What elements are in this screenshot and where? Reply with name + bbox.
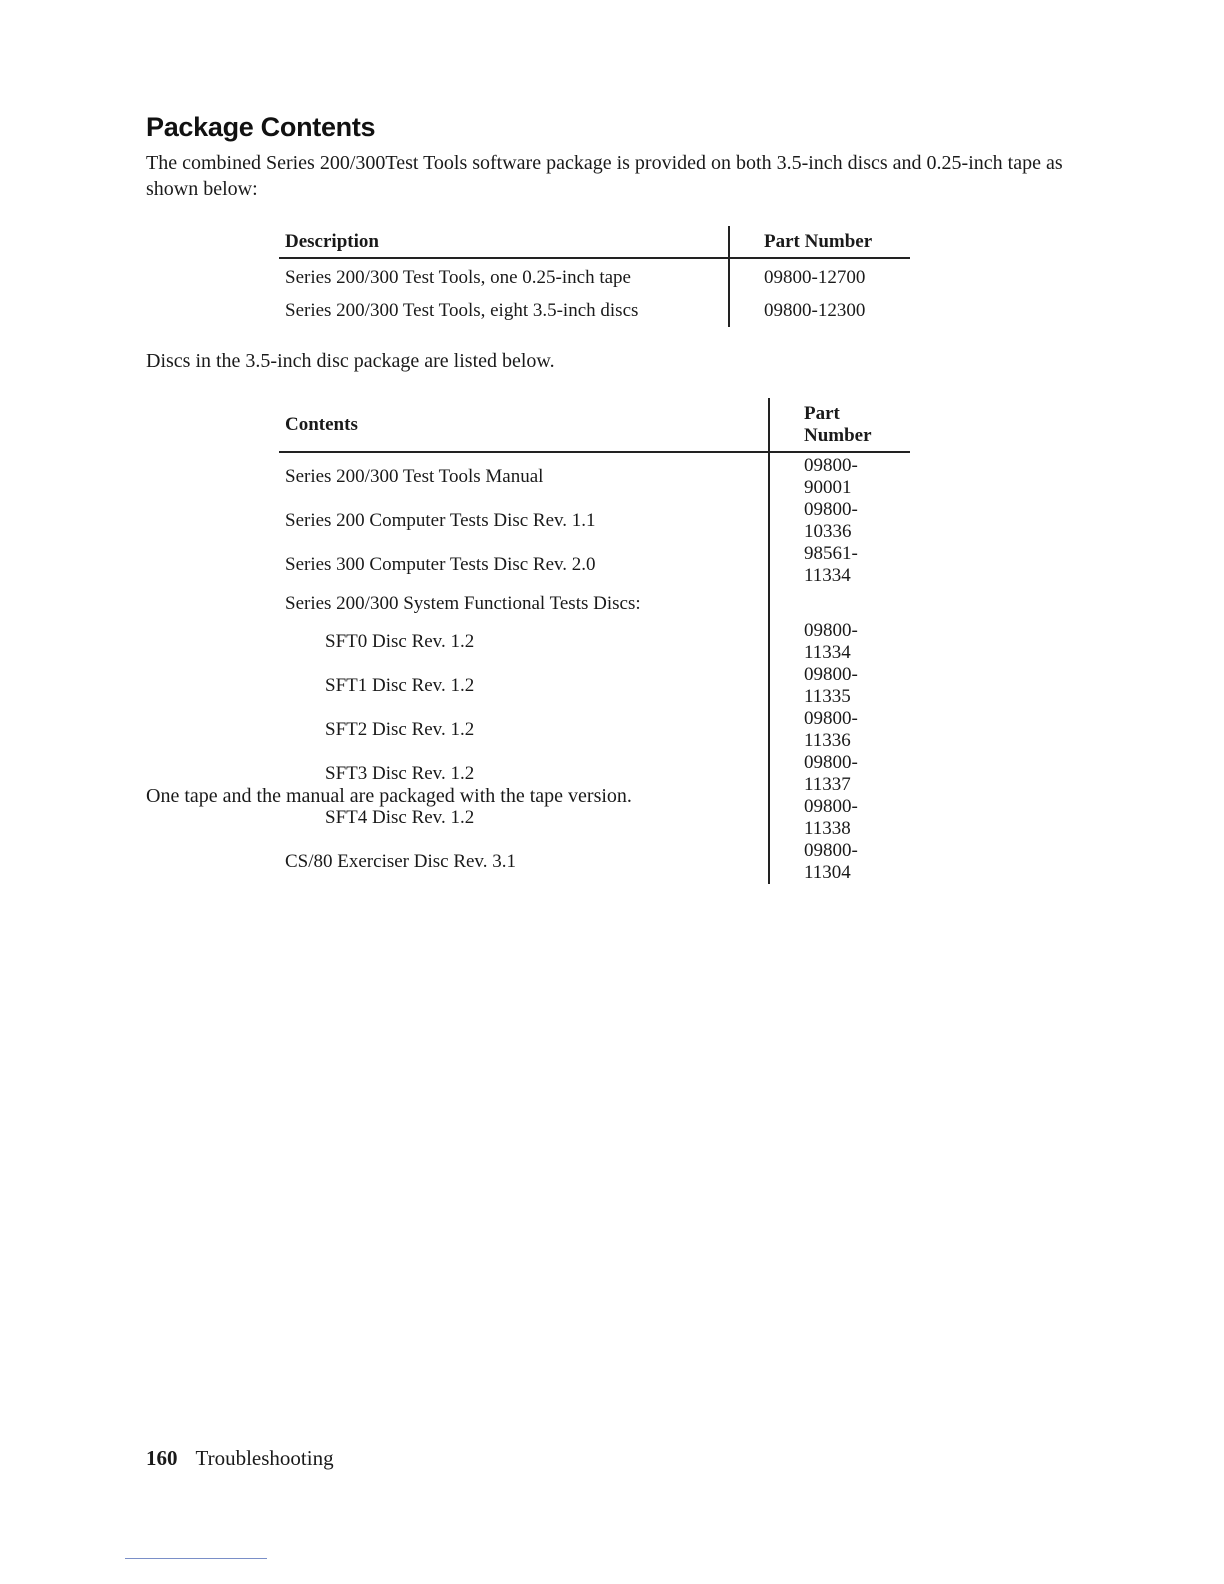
table-row: [279, 452, 910, 499]
table-row: [279, 499, 910, 543]
description-cell: Series 200/300 Test Tools, eight 3.5-inch discs: [279, 294, 729, 327]
intro-paragraph: The combined Series 200/300Test Tools software package is provided on both 3.5-inch discs and 0.25-inch tape as shown below:: [146, 152, 1063, 200]
page-number: 160: [146, 1446, 178, 1470]
bottom-divider: [125, 1558, 267, 1559]
table-row: [279, 840, 910, 884]
contents-cell: SFT2 Disc Rev. 1.2: [279, 708, 769, 752]
package-table: [279, 226, 910, 327]
table-row: [279, 620, 910, 664]
contents-cell: Series 200 Computer Tests Disc Rev. 1.1: [279, 499, 769, 543]
tape-note: One tape and the manual are packaged with the tape version.: [146, 785, 632, 807]
contents-cell: Series 200/300 Test Tools Manual: [279, 452, 769, 499]
part-number-cell: [769, 587, 910, 620]
part-number-cell: 09800-90001: [804, 455, 858, 498]
table-row: [279, 587, 910, 620]
part-number-cell: 09800-11335: [804, 664, 858, 707]
contents-cell: SFT0 Disc Rev. 1.2: [279, 620, 769, 664]
contents-cell: Series 200/300 System Functional Tests Discs:: [279, 587, 769, 620]
contents-cell: SFT4 Disc Rev. 1.2: [279, 796, 769, 840]
part-number-cell: 09800-11338: [804, 796, 858, 839]
part-number-cell: 09800-12300: [764, 299, 866, 321]
page-footer: [146, 1446, 334, 1471]
table-row: [279, 543, 910, 587]
part-number-cell: 09800-10336: [804, 499, 858, 542]
part-number-cell: 09800-11304: [804, 840, 858, 883]
description-header: Description: [279, 226, 729, 258]
page-heading: Package Contents: [146, 112, 376, 142]
description-cell: Series 200/300 Test Tools, one 0.25-inch tape: [279, 258, 729, 294]
part-number-header: Part Number: [729, 226, 910, 258]
part-number-header: Part Number: [769, 398, 910, 452]
contents-cell: Series 300 Computer Tests Disc Rev. 2.0: [279, 543, 769, 587]
table-header-row: [279, 398, 910, 452]
discs-note: Discs in the 3.5-inch disc package are listed below.: [146, 350, 555, 372]
table-row: [279, 258, 910, 294]
part-number-cell: 09800-11337: [804, 752, 858, 795]
table-header-row: [279, 226, 910, 258]
part-number-cell: 09800-11336: [804, 708, 858, 751]
part-number-cell: 09800-12700: [764, 266, 866, 288]
part-number-cell: 98561-11334: [804, 543, 858, 586]
table-row: [279, 708, 910, 752]
table-row: [279, 294, 910, 327]
contents-cell: SFT3 Disc Rev. 1.2: [279, 752, 769, 796]
table-row: [279, 664, 910, 708]
part-number-cell: 09800-11334: [804, 620, 858, 663]
contents-header: Contents: [279, 398, 769, 452]
disc-contents-table: [279, 398, 910, 884]
contents-cell: CS/80 Exerciser Disc Rev. 3.1: [279, 840, 769, 884]
contents-cell: SFT1 Disc Rev. 1.2: [279, 664, 769, 708]
section-name: Troubleshooting: [195, 1446, 334, 1470]
